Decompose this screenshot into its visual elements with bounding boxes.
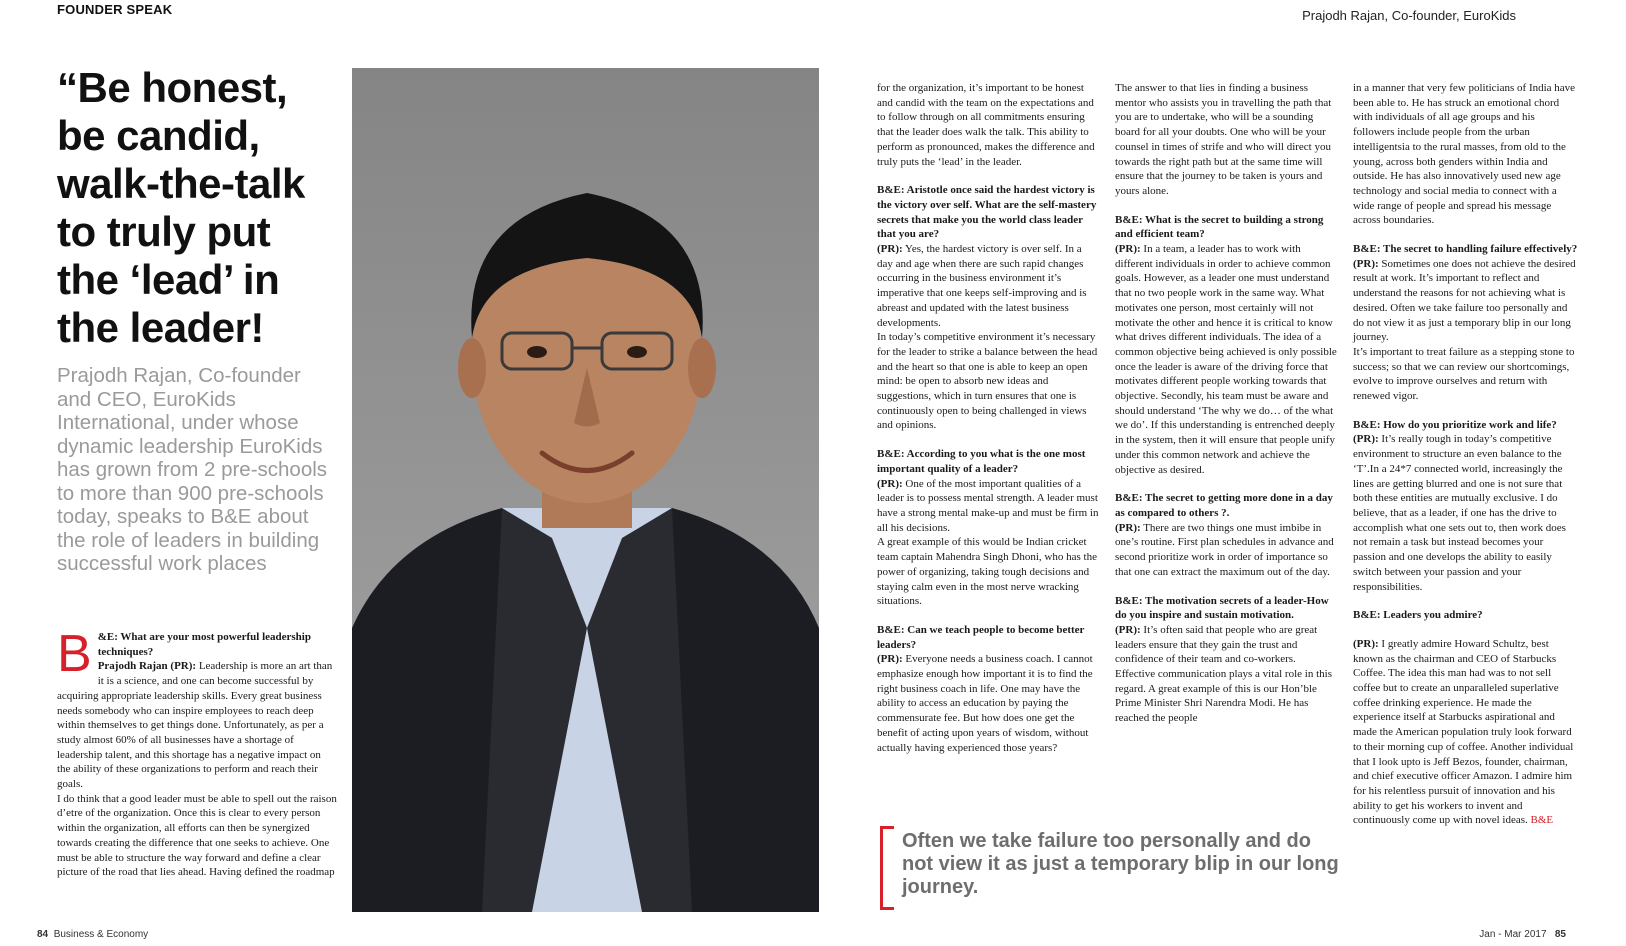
question-8: B&E: The secret to handling failure effectively? xyxy=(1353,243,1578,256)
portrait-photo xyxy=(352,68,819,912)
paragraph: in a manner that very few politicians of India have been able to. He has struck an emotional chord with individuals of all age groups and his followers include people from the urban intelligentsia to the rural masses, from old to the young, across both genders within India and outside. He has also innovatively used new age technology and social media to connect with a wide range of people and spread his message across boundaries. xyxy=(1353,82,1576,227)
answer-10: I greatly admire Howard Schultz, best known as the chairman and CEO of Starbucks Coffee. The idea this man had was to not sell coffee but to create an unparalleled superlative coffee drinking experience. He made the experience itself at Starbucks aspirational and made the American population truly look forward to their morning cup of coffee. Another individual that I look upto is Jeff Bezos, founder, chairman, and chief executive officer Amazon. I admire him for his relentless pursuit of innovation and his ability to get his workers to invent and continuously come up with novel ideas. xyxy=(1353,637,1574,827)
answer-label: (PR): xyxy=(1115,623,1141,636)
article-column-1 xyxy=(57,625,337,880)
answer-label: (PR): xyxy=(1115,243,1141,256)
answer-3: One of the most important qualities of a leader is to possess mental strength. A leader must have a strong mental make-up and must be firm in all his decisions. xyxy=(877,477,1099,534)
end-sign: B&E xyxy=(1530,814,1554,827)
answer-8: Sometimes one does not achieve the desired result at work. It’s important to reflect and understand the reasons for not achieving what is desired. Often we take failure too personally and do not view it as just a temporary blip in our long journey. xyxy=(1353,257,1576,344)
question-2: B&E: Aristotle once said the hardest victory is the victory over self. What are the self-mastery secrets that make you the world class leader that you are? xyxy=(877,184,1097,241)
article-column-2 xyxy=(877,81,1100,755)
article-headline: “Be honest, be candid, walk-the-talk to truly put the ‘lead’ in the leader! xyxy=(57,64,305,351)
question-7: B&E: The motivation secrets of a leader-How do you inspire and sustain motivation. xyxy=(1115,594,1329,622)
answer-9: It’s really tough in today’s competitive environment to structure an even balance to the ‘T’.In a 24*7 connected world, increasingly the lines are getting blurred and one is not sure that both these entities are mutually exclusive. I do believe, that as a leader, if one has the drive to accomplish what one sets out to, then work does not remain a task but instead becomes your passion and one develops the ability to easily switch between your passion and your responsibilities. xyxy=(1353,433,1566,593)
question-5: B&E: What is the secret to building a strong and efficient team? xyxy=(1115,213,1324,241)
answer-label: (PR): xyxy=(1353,637,1379,650)
folio-left xyxy=(37,929,148,940)
pull-quote-text: Often we take failure too personally and do not view it as just a temporary blip in our long journey. xyxy=(902,830,1339,898)
paragraph: for the organization, it’s important to be honest and candid with the team on the expectations and to follow through on all commitments ensuring that the leader does walk the talk. This ability to perform as pronounced, makes the difference and truly puts the ‘lead’ in the leader. xyxy=(877,82,1095,168)
answer-label: (PR): xyxy=(877,653,903,666)
question-9: B&E: How do you prioritize work and life? xyxy=(1353,418,1557,431)
question-4: B&E: Can we teach people to become better leaders? xyxy=(877,623,1085,651)
article-column-4 xyxy=(1353,81,1578,828)
answer-label: (PR): xyxy=(1115,521,1141,534)
answer-label: (PR): xyxy=(877,243,903,256)
issue-date: Jan - Mar 2017 xyxy=(1479,929,1547,940)
answer-4: Everyone needs a business coach. I cannot emphasize enough how important it is to find the right business coach in life. One may have the ability to access an education by paying the commensurate fee. But how does one get the benefit of acting upon years of wisdom, without actually having experienced those years? xyxy=(877,653,1093,754)
pull-quote-bracket xyxy=(880,826,894,910)
paragraph: The answer to that lies in finding a business mentor who assists you in travelling the path that you are to undertake, who will be a sounding board for all your doubts. One who will be your counsel in times of strife and who will direct you towards the right path but at the same time will ensure that the journey to be taken is yours and yours alone. xyxy=(1115,82,1332,197)
answer-6: There are two things one must imbibe in one’s routine. First plan schedules in advance and second prioritize work in order of importance so that one can extract the maximum out of the day. xyxy=(1115,521,1334,578)
article-deck: Prajodh Rajan, Co-founder and CEO, EuroKids International, under whose dynamic leadership EuroKids has grown from 2 pre-schools to more than 900 pre-schools today, speaks to B&E about the role of leaders in building successful work places xyxy=(57,364,328,575)
magazine-name: Business & Economy xyxy=(53,929,149,940)
folio-right xyxy=(1479,929,1566,940)
answer-7: It’s often said that people who are great leaders ensure that they gain the trust and confidence of their team and co-workers. Effective communication plays a vital role in this regard. A great example of this is our Hon’ble Prime Minister Shri Narendra Modi. He has reached the people xyxy=(1115,623,1332,725)
page-number-left: 84 xyxy=(37,929,49,940)
answer-label: Prajodh Rajan (PR): xyxy=(97,660,197,673)
running-byline: Prajodh Rajan, Co-founder, EuroKids xyxy=(1302,8,1516,23)
paragraph: A great example of this would be Indian cricket team captain Mahendra Singh Dhoni, who has the power of organizing, taking tough decisions and staying calm even in the most nerve wracking situations. xyxy=(877,536,1097,608)
answer-label: (PR): xyxy=(1353,257,1379,270)
answer-label: (PR): xyxy=(1353,433,1379,446)
question-3: B&E: According to you what is the one most important quality of a leader? xyxy=(877,448,1086,475)
paragraph: It’s important to treat failure as a stepping stone to success; so that we can review our shortcomings, evolve to improve ourselves and return with renewed vigor. xyxy=(1353,345,1575,403)
answer-2: Yes, the hardest victory is over self. In a day and age when there are such rapid changes occurring in the business environment it’s imperative that one keeps self-improving and is abreast and updated with the latest business developments. xyxy=(877,243,1087,329)
question-1: &E: What are your most powerful leadership techniques? xyxy=(97,631,311,658)
question-10: B&E: Leaders you admire? xyxy=(1353,609,1483,622)
section-label: FOUNDER SPEAK xyxy=(57,2,173,17)
paragraph: I do think that a good leader must be able to spell out the raison d’etre of the organization. Once this is clear to every person within the organization, all efforts can then be synergized towards creating the difference that one seeks to achieve. One must be able to structure the way forward and define a clear picture of the road that lies ahead. Having defined the roadmap xyxy=(57,792,337,879)
page-number-right: 85 xyxy=(1554,929,1566,940)
pull-quote xyxy=(880,826,1342,910)
article-column-3 xyxy=(1115,81,1338,726)
answer-label: (PR): xyxy=(877,477,903,490)
question-6: B&E: The secret to getting more done in a day as compared to others ?. xyxy=(1115,492,1333,519)
answer-5: In a team, a leader has to work with different individuals in order to achieve common goals. However, as a leader one must understand that no two people work in the same way. What motivates one person, most certainly will not motivate the other and hence it is critical to know what drives different individuals. The idea of a common objective being achieved is only possible once the leader is aware of the driving force that motivates different people working towards that objective. Secondly, his team must be aware and should understand ‘The why we do… of the what we do’. If this understanding is entrenched deeply in the system, then it will ensure that people unify under this common network and achieve the objective as desired. xyxy=(1115,243,1337,476)
portrait-illustration xyxy=(352,68,819,912)
paragraph: In today’s competitive environment it’s necessary for the leader to strike a balance between the head and the heart so that one is able to keep an open mind: be open to absorb new ideas and suggestions, which in turn ensures that one is continuously open to being challenged in views and opinions. xyxy=(877,331,1098,432)
drop-cap: B xyxy=(57,625,92,683)
answer-1: Leadership is more an art than it is a science, and one can become successful by acquiring appropriate leadership skills. Every great business needs somebody who can inspire employees to reach deep within themselves to get things done. Unfortunately, as per a study almost 60% of all businesses have a shortage of leadership talent, and this shortage has a negative impact on the ability of these organizations to perform and reach their goals. xyxy=(57,660,333,791)
